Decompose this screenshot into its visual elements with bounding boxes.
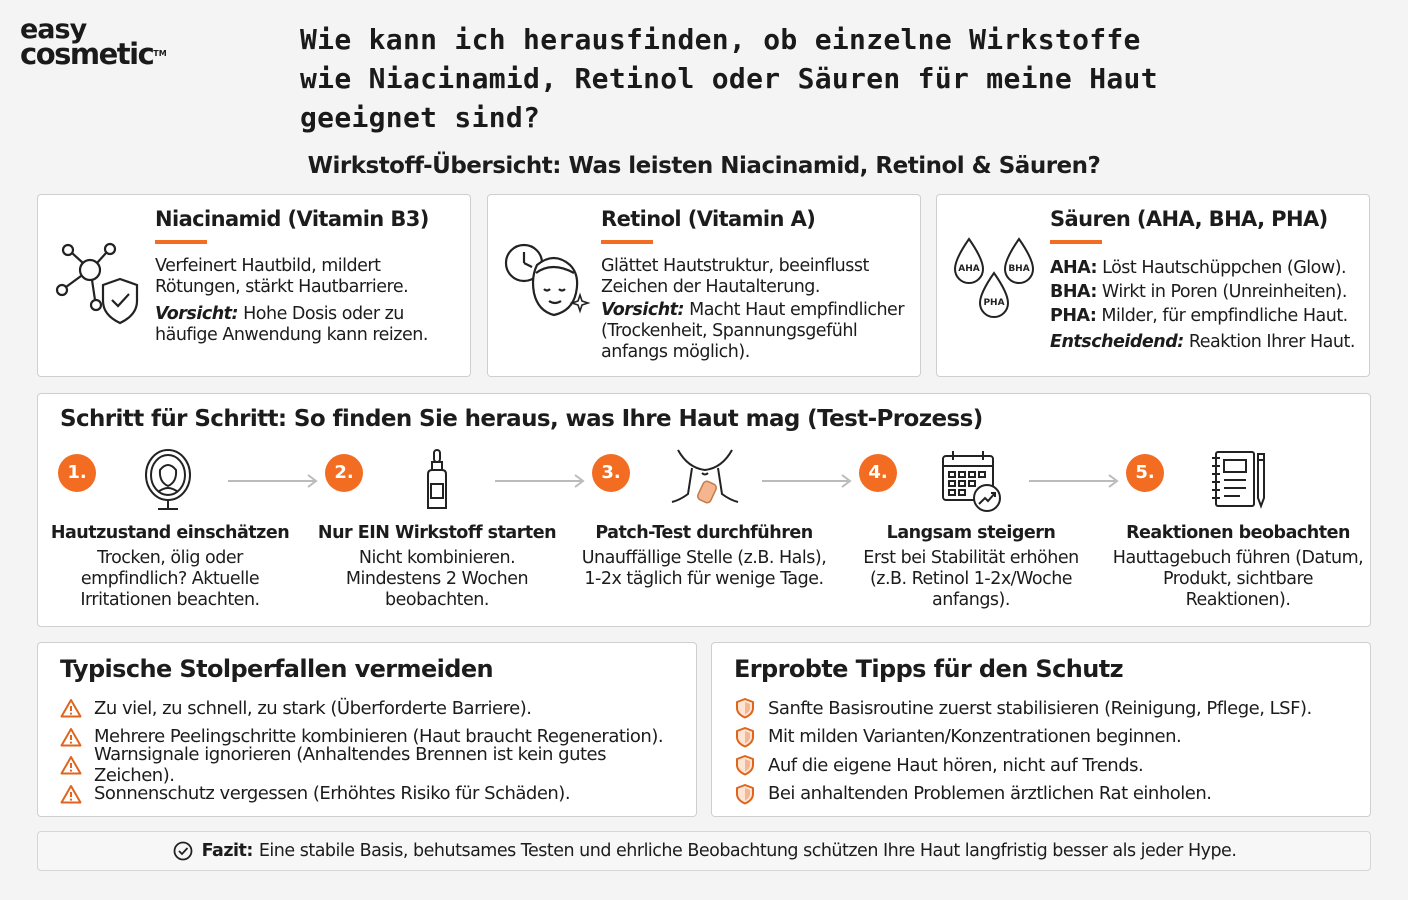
acid-line-bha: BHA: Wirkt in Poren (Unreinheiten). — [1050, 282, 1347, 302]
decisive-text: Reaktion Ihrer Haut. — [1183, 332, 1355, 352]
pitfalls-card — [37, 642, 697, 817]
accent-bar — [601, 240, 653, 244]
acid-drops-icon — [949, 235, 1044, 330]
warning-label: Vorsicht: — [155, 304, 239, 324]
acid-line-aha: AHA: Löst Hautschüppchen (Glow). — [1050, 258, 1347, 278]
conclusion-bar — [37, 831, 1371, 871]
list-item: Mit milden Varianten/Konzentrationen beginnen. — [734, 723, 1360, 752]
step-title: Hautzustand einschätzen — [50, 523, 290, 543]
drop-label-bha: BHA — [1008, 264, 1030, 274]
warning-label: Vorsicht: — [601, 300, 685, 320]
warning-triangle-icon — [60, 727, 82, 747]
step-number: 2. — [325, 454, 363, 492]
serum-bottle-icon — [403, 448, 473, 514]
ingredient-title: Säuren (AHA, BHA, PHA) — [1050, 207, 1328, 231]
ingredient-description: Verfeinert Hautbild, mildert Rötungen, stärkt Hautbarriere. — [155, 256, 409, 297]
step-title: Langsam steigern — [886, 523, 1056, 543]
list-item: Bei anhaltenden Problemen ärztlichen Rat einholen. — [734, 780, 1360, 809]
test-process-card — [37, 393, 1371, 627]
page-title: Wie kann ich herausfinden, ob einzelne Wirkstoffe wie Niacinamid, Retinol oder Säuren für meine Haut geeignet sind? — [300, 23, 1158, 134]
step-number: 4. — [859, 454, 897, 492]
warning-text: Macht Haut empfindlicher (Trockenheit, Spannungsgefühl anfangs möglich). — [601, 300, 905, 362]
shield-icon — [734, 697, 756, 719]
step-text: Erst bei Stabilität erhöhen (z.B. Retinol 1-2x/Woche anfangs). — [863, 548, 1079, 610]
step-number: 1. — [58, 454, 96, 492]
ingredient-title: Niacinamid (Vitamin B3) — [155, 207, 429, 231]
ingredient-card-saeuren — [936, 194, 1370, 377]
ingredient-description: Glättet Hautstruktur, beeinflusst Zeichen der Hautalterung. — [601, 256, 869, 297]
calendar-trend-icon — [937, 448, 1007, 514]
logo-line-2: cosmetic — [20, 37, 154, 71]
ingredient-card-niacinamid — [37, 194, 471, 377]
step-text: Nicht kombinieren. Mindestens 2 Wochen beobachten. — [345, 548, 529, 610]
list-item: Sanfte Basisroutine zuerst stabilisieren (Reinigung, Pflege, LSF). — [734, 694, 1360, 723]
tips-card — [711, 642, 1371, 817]
warning-triangle-icon — [60, 755, 82, 775]
drop-label-pha: PHA — [983, 298, 1005, 308]
logo-line-1: easy — [20, 14, 87, 45]
step-text: Unauffällige Stelle (z.B. Hals), 1-2x täglich für wenige Tage. — [581, 548, 827, 589]
brand-logo — [20, 14, 167, 71]
step-number: 5. — [1126, 454, 1164, 492]
shield-icon — [734, 726, 756, 748]
molecule-shield-icon — [52, 235, 147, 330]
list-item: Auf die eigene Haut hören, nicht auf Trends. — [734, 751, 1360, 780]
notebook-pen-icon — [1204, 448, 1274, 514]
logo-trademark: TM — [153, 49, 167, 58]
warning-triangle-icon — [60, 698, 82, 718]
warning-triangle-icon — [60, 784, 82, 804]
list-item: Warnsignale ignorieren (Anhaltendes Brennen ist kein gutes Zeichen). — [60, 751, 686, 780]
conclusion-text: Eine stabile Basis, behutsames Testen und ehrliche Beobachtung schützen Ihre Haut langfristig besser als jeder Hype. — [258, 841, 1237, 861]
step-title: Patch-Test durchführen — [595, 523, 813, 543]
conclusion-label: Fazit: — [201, 841, 253, 861]
list-item: Mehrere Peelingschritte kombinieren (Haut braucht Regeneration). — [60, 723, 686, 752]
warning-text: Hohe Dosis oder zu häufige Anwendung kann reizen. — [155, 304, 428, 345]
shield-icon — [734, 754, 756, 776]
drop-label-aha: AHA — [958, 264, 980, 274]
step-number: 3. — [592, 454, 630, 492]
step-5 — [1106, 448, 1370, 618]
tips-title: Erprobte Tipps für den Schutz — [734, 655, 1123, 683]
accent-bar — [155, 240, 207, 244]
step-text: Trocken, ölig oder empfindlich? Aktuelle Irritationen beachten. — [80, 548, 260, 610]
accent-bar — [1050, 240, 1102, 244]
steps-title: Schritt für Schritt: So finden Sie heraus, was Ihre Haut mag (Test-Prozess) — [60, 406, 983, 432]
ingredient-card-retinol — [487, 194, 921, 377]
step-text: Hauttagebuch führen (Datum, Produkt, sichtbare Reaktionen). — [1112, 548, 1364, 610]
shield-icon — [734, 783, 756, 805]
mirror-icon — [136, 448, 206, 514]
step-title: Nur EIN Wirkstoff starten — [317, 523, 557, 543]
list-item: Zu viel, zu schnell, zu stark (Überforderte Barriere). — [60, 694, 686, 723]
step-title: Reaktionen beobachten — [1126, 523, 1350, 543]
list-item: Sonnenschutz vergessen (Erhöhtes Risiko für Schäden). — [60, 780, 686, 809]
ingredient-title: Retinol (Vitamin A) — [601, 207, 816, 231]
neck-patch-icon — [670, 448, 740, 514]
check-circle-icon — [172, 840, 194, 862]
acid-line-pha: PHA: Milder, für empfindliche Haut. — [1050, 306, 1348, 326]
clock-face-icon — [502, 235, 597, 330]
pitfalls-title: Typische Stolperfallen vermeiden — [60, 655, 493, 683]
decisive-label: Entscheidend: — [1050, 332, 1184, 352]
overview-title: Wirkstoff-Übersicht: Was leisten Niacinamid, Retinol & Säuren? — [307, 153, 1101, 179]
